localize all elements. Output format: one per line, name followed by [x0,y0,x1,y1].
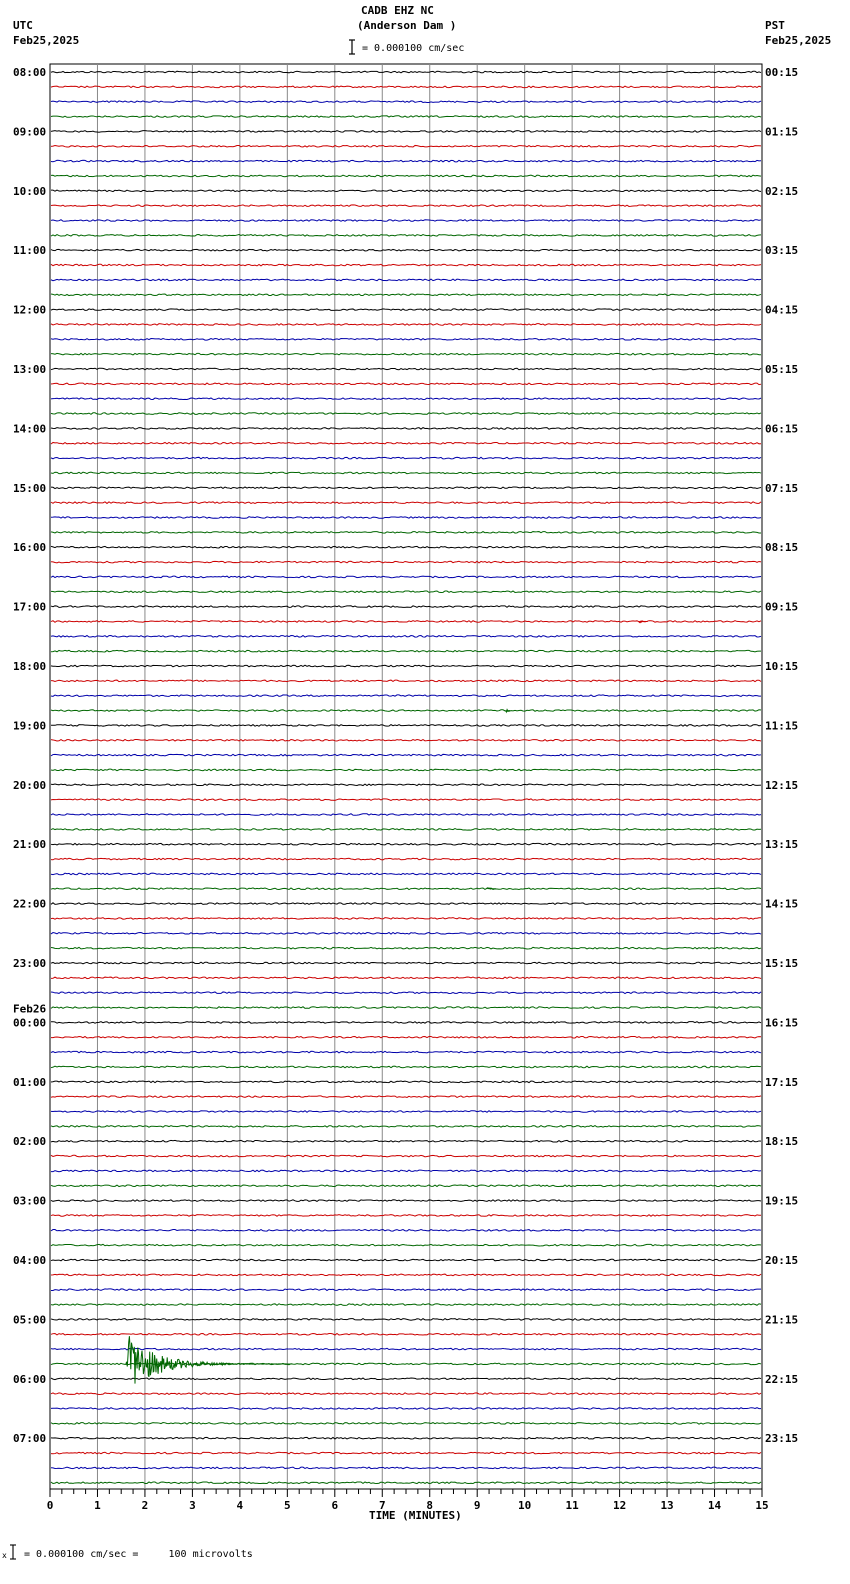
trace-23 [51,413,761,415]
trace-41 [51,680,761,682]
trace-89 [51,1393,761,1395]
trace-61 [51,977,761,979]
x-tick-label: 7 [378,1499,386,1512]
trace-35 [51,591,761,593]
pst-time-label: 12:15 [765,778,799,792]
pst-time-label: 23:15 [765,1432,799,1446]
trace-64 [51,1022,761,1024]
trace-46 [51,754,761,756]
x-tick-label: 2 [141,1499,149,1512]
trace-30 [51,517,761,519]
trace-17 [51,324,761,326]
pst-time-label: 07:15 [765,481,799,495]
x-tick-label: 6 [331,1499,339,1512]
pst-time-label: 20:15 [765,1254,799,1267]
x-tick-label: 8 [426,1499,434,1512]
utc-time-label: 00:00 [13,1016,47,1030]
pst-time-label: 18:15 [765,1135,799,1149]
trace-19 [51,353,761,355]
trace-95 [51,1482,761,1484]
x-tick-label: 10 [518,1499,532,1512]
trace-86 [51,1348,761,1350]
svg-text:x: x [2,1551,7,1560]
trace-22 [51,398,761,400]
left-date-label: Feb25,2025 [13,34,80,47]
x-tick-label: 5 [284,1499,291,1512]
trace-77 [51,1215,761,1217]
utc-time-label: 19:00 [13,719,47,733]
trace-58 [51,933,761,935]
trace-80 [51,1259,761,1261]
utc-time-label: 03:00 [13,1194,47,1208]
pst-time-label: 11:15 [765,719,799,733]
trace-53 [51,858,761,860]
trace-88 [51,1378,761,1380]
x-axis-title: TIME (MINUTES) [369,1509,462,1522]
trace-73 [51,1155,761,1157]
trace-56 [51,903,761,905]
trace-79 [51,1244,761,1246]
trace-28 [51,487,761,489]
trace-66 [51,1051,761,1053]
trace-92 [51,1437,761,1439]
right-zone-label: PST [765,19,785,32]
trace-26 [51,457,761,459]
trace-33 [51,561,761,563]
pst-time-label: 13:15 [765,838,799,852]
pst-time-label: 03:15 [765,244,799,258]
utc-time-label: 07:00 [13,1432,47,1446]
trace-43 [51,710,761,712]
trace-68 [51,1081,761,1083]
pst-time-label: 14:15 [765,897,799,911]
trace-65 [51,1036,761,1038]
trace-49 [51,799,761,801]
station-title: CADB EHZ NC [361,4,434,17]
pst-time-label: 06:15 [765,422,799,436]
utc-time-label: 06:00 [13,1372,47,1386]
trace-31 [51,532,761,534]
trace-34 [51,576,761,578]
utc-time-label: 16:00 [13,541,47,555]
footer-scale-text: = 0.000100 cm/sec = 100 microvolts [24,1549,253,1560]
utc-time-label: 14:00 [13,422,47,436]
utc-time-label: 08:00 [13,66,47,79]
trace-50 [51,814,761,816]
trace-14 [51,279,761,281]
trace-39 [51,650,761,652]
trace-71 [51,1126,761,1128]
trace-60 [51,962,761,964]
trace-54 [51,873,761,875]
header-scale-text: = 0.000100 cm/sec [362,43,465,54]
trace-36 [51,606,761,608]
pst-time-label: 16:15 [765,1016,799,1030]
trace-63 [51,1007,761,1009]
x-tick-label: 3 [189,1499,196,1512]
trace-93 [51,1452,761,1454]
trace-75 [51,1185,761,1187]
trace-9 [51,205,761,207]
event-burst-0 [126,1336,292,1383]
trace-57 [51,918,761,920]
pst-time-label: 08:15 [765,541,799,555]
trace-20 [51,368,761,370]
utc-date-label: Feb26 [13,1002,47,1016]
trace-25 [51,442,761,444]
trace-85 [51,1333,761,1335]
x-tick-label: 0 [46,1499,54,1512]
pst-time-label: 00:15 [765,66,799,79]
trace-94 [51,1467,761,1469]
utc-time-label: 22:00 [13,897,47,911]
trace-62 [51,992,761,994]
trace-3 [51,116,761,118]
trace-40 [51,665,761,667]
trace-0 [51,71,761,73]
trace-52 [51,843,761,845]
trace-69 [51,1096,761,1098]
right-date-label: Feb25,2025 [765,34,832,47]
trace-11 [51,235,761,237]
utc-time-label: 09:00 [13,125,47,139]
trace-2 [51,101,761,103]
utc-time-label: 17:00 [13,600,47,614]
utc-time-label: 20:00 [13,778,47,792]
utc-time-label: 01:00 [13,1075,47,1089]
trace-72 [51,1140,761,1142]
trace-91 [51,1423,761,1425]
trace-6 [51,160,761,162]
trace-15 [51,294,761,296]
trace-5 [51,145,761,147]
trace-10 [51,220,761,222]
trace-37 [51,621,761,623]
pst-time-label: 21:15 [765,1313,799,1327]
utc-time-label: 23:00 [13,957,47,970]
utc-time-label: 04:00 [13,1254,47,1267]
x-tick-label: 13 [660,1499,674,1512]
pst-time-label: 17:15 [765,1075,799,1089]
pst-time-label: 22:15 [765,1372,799,1386]
pst-time-label: 15:15 [765,957,799,970]
trace-13 [51,264,761,266]
trace-82 [51,1289,761,1291]
pst-time-label: 10:15 [765,660,799,673]
trace-67 [51,1066,761,1068]
trace-16 [51,309,761,311]
trace-21 [51,383,761,385]
trace-38 [51,636,761,638]
utc-time-label: 15:00 [13,481,47,495]
trace-90 [51,1408,761,1410]
pst-time-label: 04:15 [765,303,799,317]
utc-time-label: 10:00 [13,184,47,198]
trace-7 [51,175,761,177]
pst-time-label: 09:15 [765,600,799,614]
utc-time-label: 18:00 [13,660,47,673]
trace-29 [51,502,761,504]
x-tick-label: 9 [473,1499,481,1512]
trace-81 [51,1274,761,1276]
trace-51 [51,829,761,831]
trace-1 [51,86,761,88]
trace-83 [51,1304,761,1306]
trace-55 [51,888,761,890]
x-tick-label: 12 [612,1499,627,1512]
footer-scale-bar-icon [2,1544,16,1560]
trace-48 [51,784,761,786]
left-zone-label: UTC [13,19,33,32]
utc-time-label: 11:00 [13,244,47,258]
trace-42 [51,695,761,697]
trace-27 [51,472,761,474]
utc-time-label: 12:00 [13,303,47,317]
trace-70 [51,1111,761,1113]
trace-84 [51,1319,761,1321]
trace-45 [51,739,761,741]
station-location: (Anderson Dam ) [357,19,457,32]
x-tick-label: 14 [707,1499,722,1512]
pst-time-label: 19:15 [765,1194,799,1208]
x-tick-label: 1 [94,1499,101,1512]
utc-time-label: 02:00 [13,1135,47,1149]
x-tick-label: 4 [236,1499,244,1512]
utc-time-label: 13:00 [13,363,47,376]
x-tick-label: 11 [565,1499,579,1512]
trace-76 [51,1200,761,1202]
trace-32 [51,546,761,548]
trace-8 [51,190,761,192]
trace-47 [51,769,761,771]
trace-59 [51,947,761,949]
utc-time-label: 21:00 [13,838,47,852]
trace-4 [51,131,761,133]
x-tick-label: 15 [755,1499,769,1512]
utc-time-label: 05:00 [13,1313,47,1327]
trace-74 [51,1170,761,1172]
trace-44 [51,725,761,727]
pst-time-label: 02:15 [765,184,799,198]
trace-78 [51,1230,761,1232]
pst-time-label: 01:15 [765,125,799,139]
trace-12 [51,249,761,251]
trace-18 [51,339,761,341]
trace-24 [51,428,761,430]
pst-time-label: 05:15 [765,363,799,376]
